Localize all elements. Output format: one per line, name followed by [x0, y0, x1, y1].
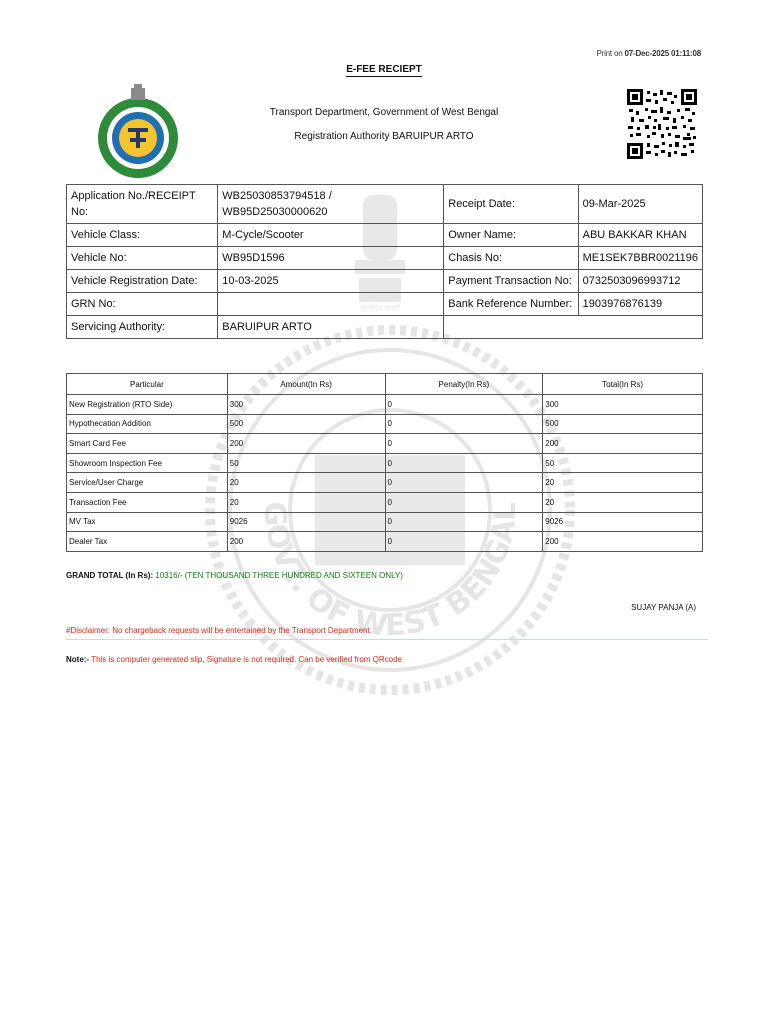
column-header: Penalty(In Rs) — [385, 374, 543, 395]
table-row — [67, 293, 703, 316]
print-timestamp — [596, 49, 701, 58]
bank-ref-value: 1903976876139 — [578, 293, 702, 316]
vehicle-class-value: M-Cycle/Scooter — [218, 224, 444, 247]
table-row — [67, 224, 703, 247]
penalty-cell: 0 — [385, 473, 543, 493]
particular-cell: Service/User Charge — [67, 473, 228, 493]
penalty-cell: 0 — [385, 532, 543, 552]
table-row — [67, 247, 703, 270]
total-cell: 500 — [543, 414, 703, 434]
grand-total-words: (TEN THOUSAND THREE HUNDRED AND SIXTEEN ONLY) — [184, 571, 403, 580]
total-cell: 300 — [543, 395, 703, 415]
amount-cell: 20 — [227, 492, 385, 512]
chasis-label: Chasis No: — [444, 247, 578, 270]
bank-ref-label: Bank Reference Number: — [444, 293, 578, 316]
particular-cell: Hypothecation Addition — [67, 414, 228, 434]
table-row — [67, 512, 703, 532]
qr-code-icon — [627, 89, 697, 159]
application-value: WB25030853794518 / WB95D25030000620 — [218, 185, 444, 224]
servicing-label: Servicing Authority: — [67, 316, 218, 339]
department-name: Transport Department, Government of West Bengal — [269, 107, 499, 118]
servicing-value: BARUIPUR ARTO — [218, 316, 444, 339]
grand-total — [66, 571, 403, 580]
vehicle-class-label: Vehicle Class: — [67, 224, 218, 247]
total-cell: 20 — [543, 492, 703, 512]
fee-breakdown-table — [66, 373, 703, 552]
table-row — [67, 434, 703, 454]
vehicle-no-value: WB95D1596 — [218, 247, 444, 270]
chasis-value: ME1SEK7BBR0021196 — [578, 247, 702, 270]
particular-cell: Smart Card Fee — [67, 434, 228, 454]
grand-total-amount: 10316/- — [155, 571, 183, 580]
table-row — [67, 532, 703, 552]
divider — [66, 639, 708, 640]
owner-label: Owner Name: — [444, 224, 578, 247]
receipt-date-value: 09-Mar-2025 — [578, 185, 702, 224]
table-row — [67, 492, 703, 512]
signer-name: SUJAY PANJA (A) — [631, 603, 696, 612]
penalty-cell: 0 — [385, 512, 543, 532]
disclaimer-text: #Disclaimer: No chargeback requests will be entertained by the Transport Department. — [66, 626, 372, 635]
print-label: Print on — [596, 49, 623, 58]
penalty-cell: 0 — [385, 414, 543, 434]
amount-cell: 20 — [227, 473, 385, 493]
particular-cell: MV Tax — [67, 512, 228, 532]
penalty-cell: 0 — [385, 395, 543, 415]
empty-cell — [444, 316, 703, 339]
table-row — [67, 185, 703, 224]
amount-cell: 50 — [227, 453, 385, 473]
receipt-date-label: Receipt Date: — [444, 185, 578, 224]
particular-cell: Showroom Inspection Fee — [67, 453, 228, 473]
amount-cell: 9026 — [227, 512, 385, 532]
print-date: 07-Dec-2025 01:11:08 — [624, 49, 701, 58]
svg-text:GOVT. OF WEST BENGAL: GOVT. OF WEST BENGAL — [256, 501, 524, 644]
table-row — [67, 316, 703, 339]
registration-authority: Registration Authority BARUIPUR ARTO — [294, 131, 474, 142]
particular-cell: New Registration (RTO Side) — [67, 395, 228, 415]
total-cell: 200 — [543, 434, 703, 454]
table-row — [67, 414, 703, 434]
particular-cell: Dealer Tax — [67, 532, 228, 552]
vehicle-no-label: Vehicle No: — [67, 247, 218, 270]
amount-cell: 200 — [227, 532, 385, 552]
total-cell: 9026 — [543, 512, 703, 532]
column-header: Total(In Rs) — [543, 374, 703, 395]
application-label: Application No./RECEIPT No: — [67, 185, 218, 224]
payment-label: Payment Transaction No: — [444, 270, 578, 293]
penalty-cell: 0 — [385, 434, 543, 454]
west-bengal-logo-icon — [90, 84, 186, 180]
column-header: Particular — [67, 374, 228, 395]
total-cell: 200 — [543, 532, 703, 552]
emblem-motto: सत्यमेव जयते — [360, 304, 400, 313]
owner-value: ABU BAKKAR KHAN — [578, 224, 702, 247]
note-label: Note:- — [66, 655, 90, 664]
table-row — [67, 270, 703, 293]
reg-date-value: 10-03-2025 — [218, 270, 444, 293]
payment-value: 0732503096993712 — [578, 270, 702, 293]
grn-label: GRN No: — [67, 293, 218, 316]
total-cell: 20 — [543, 473, 703, 493]
table-row — [67, 473, 703, 493]
penalty-cell: 0 — [385, 453, 543, 473]
note-text: This is computer generated slip, Signature is not required. Can be verified from QRcode — [91, 655, 403, 664]
grand-total-label: GRAND TOTAL (In Rs): — [66, 571, 154, 580]
note — [66, 655, 402, 664]
application-info-table — [66, 184, 703, 339]
grn-value — [218, 293, 444, 316]
table-row — [67, 395, 703, 415]
amount-cell: 200 — [227, 434, 385, 454]
reg-date-label: Vehicle Registration Date: — [67, 270, 218, 293]
penalty-cell: 0 — [385, 492, 543, 512]
table-row — [67, 453, 703, 473]
total-cell: 50 — [543, 453, 703, 473]
table-header-row — [67, 374, 703, 395]
particular-cell: Transaction Fee — [67, 492, 228, 512]
document-title: E-FEE RECIEPT — [346, 64, 422, 75]
column-header: Amount(In Rs) — [227, 374, 385, 395]
amount-cell: 300 — [227, 395, 385, 415]
amount-cell: 500 — [227, 414, 385, 434]
